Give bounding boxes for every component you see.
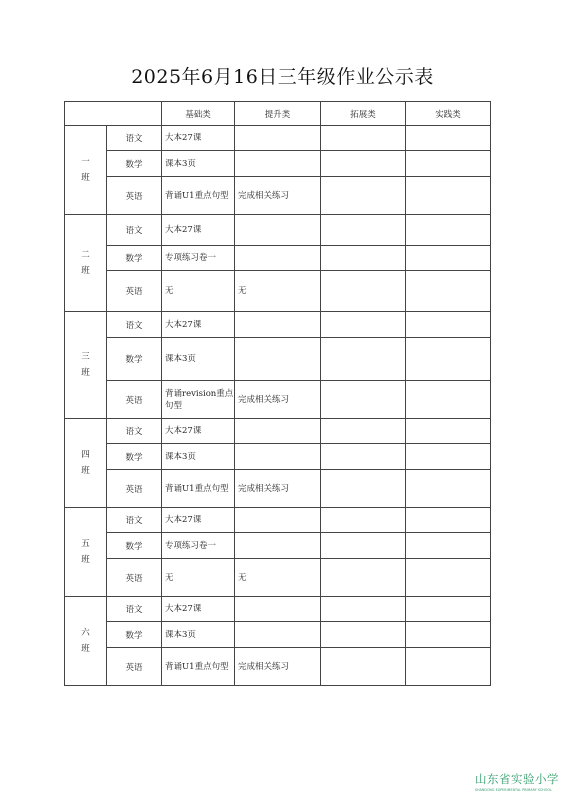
extend-cell [321, 559, 406, 597]
practice-cell [406, 215, 491, 246]
basic-cell: 课本3页 [162, 151, 235, 177]
table-row [65, 559, 491, 597]
table-row [65, 508, 491, 533]
table-row [65, 648, 491, 686]
page-title: 2025年6月16日三年级作业公示表 [131, 66, 434, 88]
table-row [65, 177, 491, 215]
basic-cell: 大本27课 [162, 126, 235, 151]
table-row [65, 338, 491, 381]
basic-cell: 大本27课 [162, 597, 235, 622]
extend-cell [321, 648, 406, 686]
header-improve: 提升类 [235, 102, 321, 126]
practice-cell [406, 151, 491, 177]
basic-cell: 专项练习卷一 [162, 533, 235, 559]
practice-cell [406, 126, 491, 151]
practice-cell [406, 470, 491, 508]
extend-cell [321, 312, 406, 338]
subject-cell: 语文 [107, 597, 162, 622]
extend-cell [321, 508, 406, 533]
basic-cell: 课本3页 [162, 444, 235, 470]
extend-cell [321, 533, 406, 559]
basic-cell: 课本3页 [162, 338, 235, 381]
subject-cell: 语文 [107, 312, 162, 338]
table-row [65, 622, 491, 648]
extend-cell [321, 381, 406, 419]
subject-cell: 英语 [107, 271, 162, 312]
class-name-cell: 三 班 [65, 312, 107, 419]
table-row [65, 215, 491, 246]
improve-cell: 完成相关练习 [235, 648, 321, 686]
table-row [65, 419, 491, 444]
subject-cell: 语文 [107, 419, 162, 444]
basic-cell: 专项练习卷一 [162, 246, 235, 271]
improve-cell: 完成相关练习 [235, 381, 321, 419]
improve-cell [235, 533, 321, 559]
subject-cell: 英语 [107, 470, 162, 508]
improve-cell [235, 508, 321, 533]
improve-cell [235, 622, 321, 648]
table-row [65, 126, 491, 151]
practice-cell [406, 312, 491, 338]
improve-cell [235, 215, 321, 246]
practice-cell [406, 444, 491, 470]
practice-cell [406, 533, 491, 559]
practice-cell [406, 177, 491, 215]
basic-cell: 大本27课 [162, 508, 235, 533]
header-extend: 拓展类 [321, 102, 406, 126]
basic-cell: 背诵U1重点句型 [162, 177, 235, 215]
basic-cell: 背诵revision重点句型 [162, 381, 235, 419]
practice-cell [406, 597, 491, 622]
extend-cell [321, 151, 406, 177]
practice-cell [406, 559, 491, 597]
extend-cell [321, 126, 406, 151]
basic-cell: 无 [162, 271, 235, 312]
subject-cell: 数学 [107, 622, 162, 648]
basic-cell: 背诵U1重点句型 [162, 470, 235, 508]
improve-cell [235, 338, 321, 381]
table-row [65, 470, 491, 508]
school-logo-english: SHANDONG EXPERIMENTAL PRIMARY SCHOOL [475, 788, 552, 792]
subject-cell: 英语 [107, 648, 162, 686]
improve-cell [235, 151, 321, 177]
subject-cell: 数学 [107, 338, 162, 381]
header-corner [65, 102, 162, 126]
practice-cell [406, 338, 491, 381]
class-name-cell: 一 班 [65, 126, 107, 215]
table-row [65, 271, 491, 312]
school-logo-name: 山东省实验小学 [475, 772, 559, 786]
table-row [65, 444, 491, 470]
practice-cell [406, 622, 491, 648]
class-name-cell: 四 班 [65, 419, 107, 508]
homework-table [64, 101, 491, 686]
subject-cell: 语文 [107, 508, 162, 533]
subject-cell: 语文 [107, 215, 162, 246]
extend-cell [321, 246, 406, 271]
basic-cell: 大本27课 [162, 312, 235, 338]
table-row [65, 381, 491, 419]
class-name-cell: 六 班 [65, 597, 107, 686]
table-row [65, 597, 491, 622]
practice-cell [406, 419, 491, 444]
subject-cell: 语文 [107, 126, 162, 151]
extend-cell [321, 470, 406, 508]
class-name-cell: 二 班 [65, 215, 107, 312]
table-row [65, 246, 491, 271]
table-row [65, 312, 491, 338]
practice-cell [406, 271, 491, 312]
improve-cell [235, 597, 321, 622]
basic-cell: 课本3页 [162, 622, 235, 648]
improve-cell [235, 419, 321, 444]
practice-cell [406, 648, 491, 686]
school-logo [475, 771, 563, 797]
improve-cell: 无 [235, 559, 321, 597]
table-row [65, 151, 491, 177]
extend-cell [321, 444, 406, 470]
subject-cell: 数学 [107, 533, 162, 559]
extend-cell [321, 177, 406, 215]
practice-cell [406, 246, 491, 271]
extend-cell [321, 597, 406, 622]
table-row [65, 533, 491, 559]
practice-cell [406, 381, 491, 419]
extend-cell [321, 622, 406, 648]
improve-cell [235, 444, 321, 470]
header-practice: 实践类 [406, 102, 491, 126]
header-basic: 基础类 [162, 102, 235, 126]
extend-cell [321, 419, 406, 444]
extend-cell [321, 271, 406, 312]
improve-cell: 完成相关练习 [235, 470, 321, 508]
basic-cell: 无 [162, 559, 235, 597]
improve-cell: 无 [235, 271, 321, 312]
basic-cell: 背诵U1重点句型 [162, 648, 235, 686]
extend-cell [321, 215, 406, 246]
basic-cell: 大本27课 [162, 419, 235, 444]
subject-cell: 英语 [107, 177, 162, 215]
subject-cell: 英语 [107, 559, 162, 597]
improve-cell [235, 126, 321, 151]
subject-cell: 数学 [107, 246, 162, 271]
improve-cell: 完成相关练习 [235, 177, 321, 215]
practice-cell [406, 508, 491, 533]
improve-cell [235, 312, 321, 338]
subject-cell: 英语 [107, 381, 162, 419]
improve-cell [235, 246, 321, 271]
subject-cell: 数学 [107, 151, 162, 177]
class-name-cell: 五 班 [65, 508, 107, 597]
extend-cell [321, 338, 406, 381]
subject-cell: 数学 [107, 444, 162, 470]
basic-cell: 大本27课 [162, 215, 235, 246]
header-row [65, 102, 491, 126]
